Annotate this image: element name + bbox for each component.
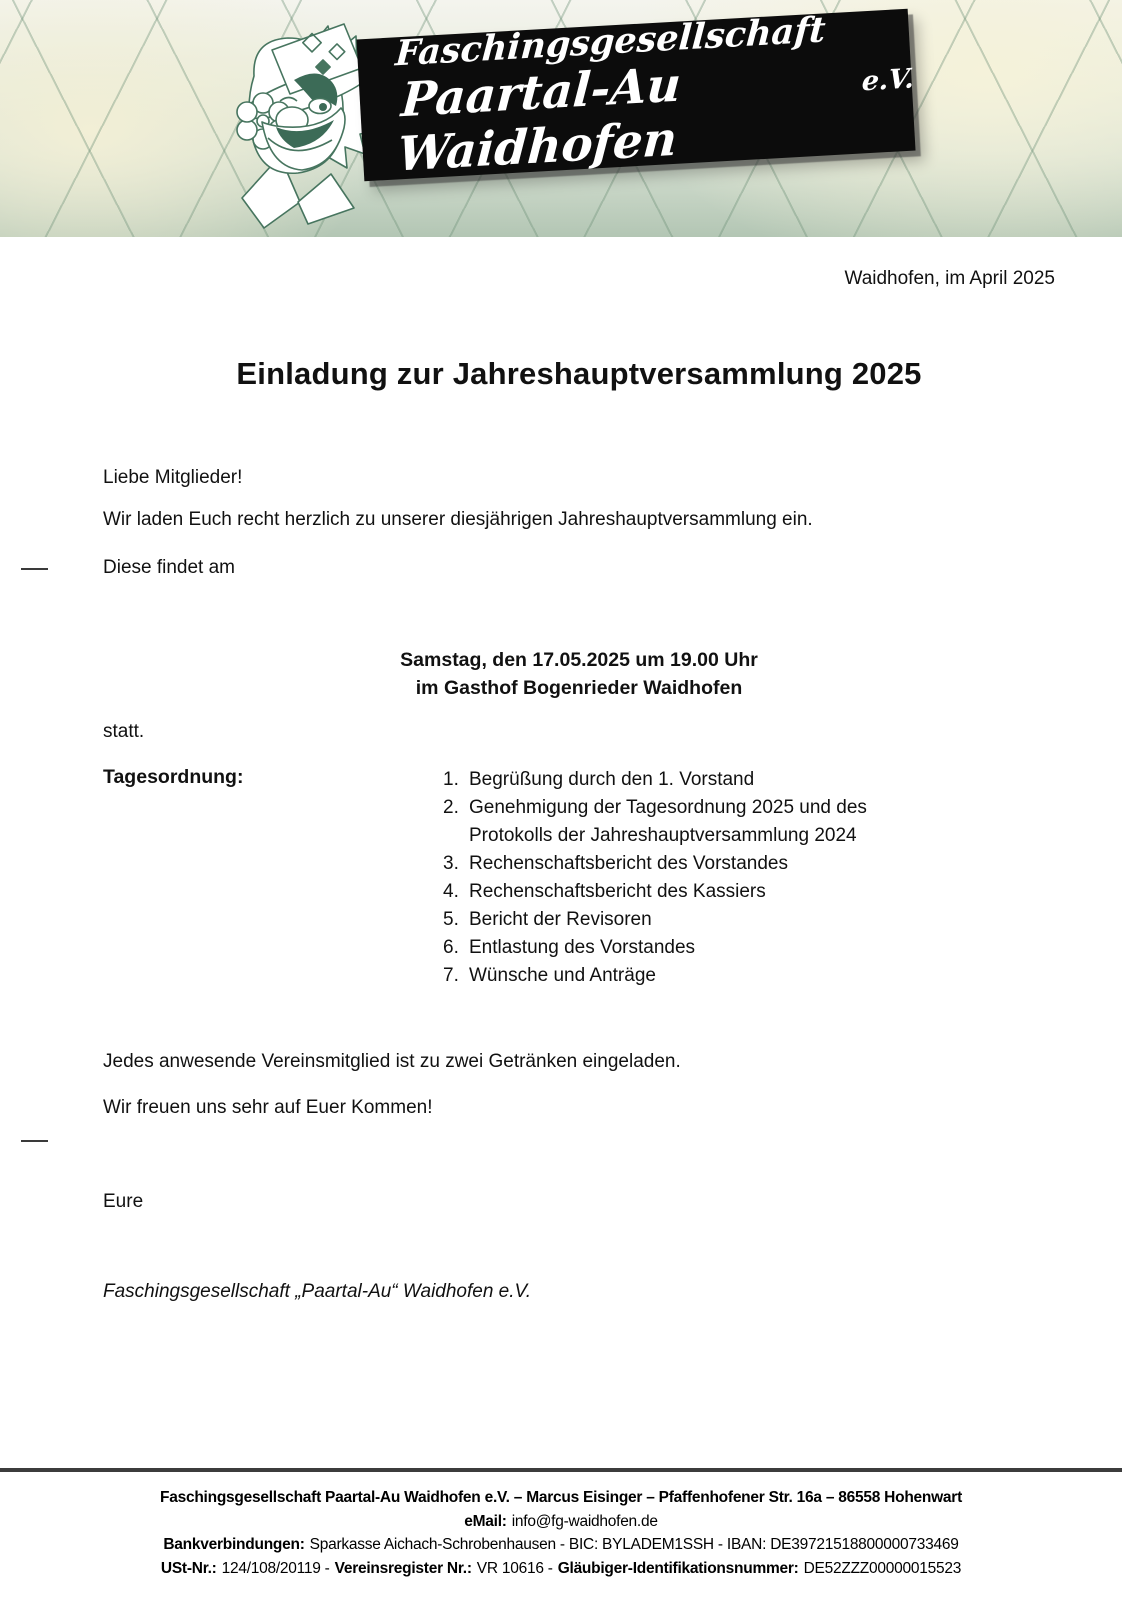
footer-bank-line: Bankverbindungen: Sparkasse Aichach-Schrobenhausen - BIC: BYLADEM1SSH - IBAN: DE39721518800000733469	[163, 1536, 959, 1553]
event-details	[103, 646, 1055, 702]
agenda-item: 2. Genehmigung der Tagesordnung 2025 und des Protokolls der Jahreshauptversammlung 2024	[443, 797, 867, 846]
event-location: im Gasthof Bogenrieder Waidhofen	[415, 677, 743, 699]
agenda-item: 4. Rechenschaftsbericht des Kassiers	[443, 881, 766, 902]
footer-divider	[0, 1468, 1122, 1472]
agenda-item: 1. Begrüßung durch den 1. Vorstand	[443, 769, 755, 790]
footer-email-value: info@fg-waidhofen.de	[511, 1512, 658, 1530]
letter-title: Einladung zur Jahreshauptversammlung 2025	[236, 356, 922, 391]
footer-email-line: eMail: info@fg-waidhofen.de	[464, 1512, 658, 1530]
signoff: Eure	[103, 1191, 144, 1212]
footer-registry-line: USt-Nr.: 124/108/20119 - Vereinsregister Nr.: VR 10616 - Gläubiger-Identifikationsnummer: DE52ZZZ00000015523	[160, 1559, 962, 1577]
intro-paragraph: Wir laden Euch recht herzlich zu unserer diesjährigen Jahreshauptversammlung ein.	[103, 509, 813, 530]
event-date-time: Samstag, den 17.05.2025 um 19.00 Uhr	[400, 649, 758, 671]
agenda-item: 3. Rechenschaftsbericht des Vorstandes	[443, 853, 788, 874]
signature-club-name: Faschingsgesellschaft „Paartal-Au“ Waidhofen e.V.	[103, 1281, 532, 1302]
club-name-line1: Faschingsgesellschaft	[394, 9, 827, 75]
footer-address-line: Faschingsgesellschaft Paartal-Au Waidhofen e.V. – Marcus Eisinger – Pfaffenhofener Str. 16a – 86558 Hohenwart	[160, 1489, 962, 1506]
dateline: Waidhofen, im April 2025	[844, 268, 1055, 289]
closing-line: Wir freuen uns sehr auf Euer Kommen!	[103, 1097, 433, 1118]
fold-mark	[21, 1140, 48, 1142]
club-name-banner	[356, 9, 915, 182]
header-banner	[0, 0, 1122, 237]
statt-text: statt.	[103, 721, 145, 742]
footer	[0, 1486, 1122, 1580]
agenda-item: 7. Wünsche und Anträge	[443, 965, 656, 986]
agenda-item: 6. Entlastung des Vorstandes	[443, 937, 696, 958]
lead-in-paragraph: Diese findet am	[103, 557, 236, 578]
agenda-list	[443, 766, 1003, 990]
salutation: Liebe Mitglieder!	[103, 467, 243, 488]
agenda-item: 5. Bericht der Revisoren	[443, 909, 652, 930]
fold-mark	[21, 568, 48, 570]
drinks-note: Jedes anwesende Vereinsmitglied ist zu zwei Getränken eingeladen.	[103, 1051, 681, 1072]
club-name-main: Paartal-Au Waidhofen	[395, 57, 683, 183]
agenda-label: Tagesordnung:	[103, 766, 244, 788]
club-name-suffix: e.V.	[860, 63, 916, 98]
